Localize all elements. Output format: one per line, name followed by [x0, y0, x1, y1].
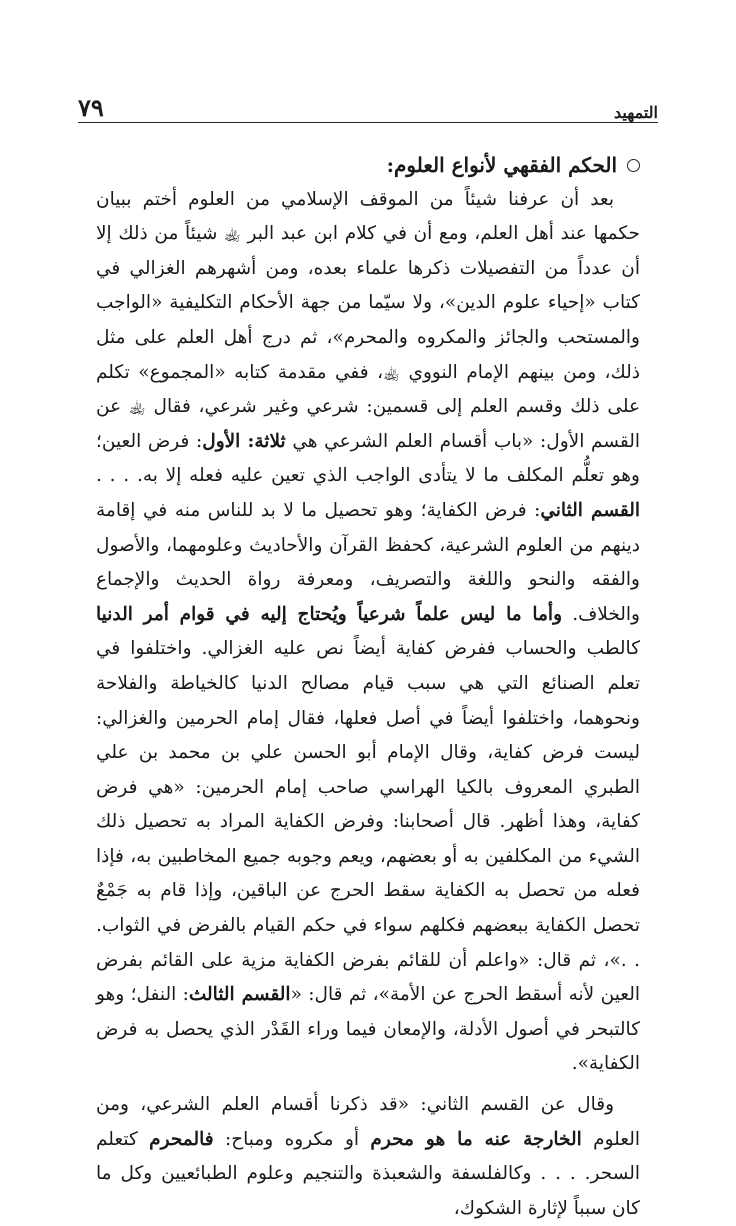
running-head — [78, 92, 658, 122]
text-run: أو مكروه ومباح: — [213, 1128, 371, 1150]
bold-run: القسم الثالث — [188, 984, 291, 1006]
text-run: : فرض العين؛ وهو تعلُّم المكلف ما لا يتأدى الواجب الذي تعين عليه فعله إلا به. . . . — [96, 430, 640, 487]
running-title: التمهيد — [614, 103, 658, 122]
body-text — [96, 148, 640, 1226]
bold-run: ثلاثة: الأول — [202, 430, 286, 452]
circle-bullet-icon — [627, 159, 640, 172]
bold-run: الخارجة عنه ما هو محرم — [370, 1128, 582, 1150]
text-run: وقال عن القسم الثاني: «قد ذكرنا أقسام العلم الشرعي، ومن العلوم — [96, 1094, 641, 1150]
text-run: بعد أن عرفنا شيئاً من الموقف الإسلامي من العلوم أختم ببيان حكمها عند أهل العلم، ومع أن في كلام ابن عبد البر ﵀ شيئاً من ذلك إلا أن عدداً من التفصيلات ذكرها علماء بعده، ومن أشهرهم الغزالي في كتاب «إحياء علوم الدين»، ولا سيّما من جهة الأحكام التكليفية «الواجب والمستحب والجائز والمكروه والمحرم»، ثم درج أهل العلم على مثل ذلك، ومن بينهم الإمام النووي ﵀، ففي مقدمة كتابه «المجموع» تكلم على ذلك وقسم العلم إلى قسمين: شرعي وغير شرعي، فقال ﵀ عن القسم الأول: «باب أقسام العلم الشرعي هي — [96, 188, 640, 452]
text-run: : فرض الكفاية؛ وهو تحصيل ما لا بد للناس منه في إقامة دينهم من العلوم الشرعية، كحفظ القرآن والأحاديث وعلومهما، والأصول والفقه والنحو واللغة والتصريف، ومعرفة رواة الحديث والإجماع والخلاف. — [96, 499, 640, 625]
bold-run: وأما ما ليس علماً شرعياً ويُحتاج إليه في قوام أمر الدنيا — [96, 603, 563, 625]
bold-run: فالمحرم — [149, 1128, 214, 1150]
paragraph-1 — [96, 183, 640, 1082]
page-number: ٧٩ — [78, 93, 104, 122]
header-rule — [78, 122, 658, 123]
bold-run: القسم الثاني — [540, 499, 640, 521]
text-run: : النفل؛ وهو كالتبحر في أصول الأدلة، والإمعان فيما وراء القَدْر الذي يحصل به فرض الكفاية». — [96, 984, 640, 1075]
section-heading-text: الحكم الفقهي لأنواع العلوم: — [386, 153, 617, 177]
section-heading — [96, 148, 640, 183]
text-run: كالطب والحساب ففرض كفاية أيضاً نص عليه الغزالي. واختلفوا في تعلم الصنائع التي هي سبب قيام مصالح الدنيا كالخياطة والفلاحة ونحوهما، واختلفوا أيضاً في أصل فعلها، فقال إمام الحرمين والغزالي: ليست فرض كفاية، وقال الإمام أبو الحسن علي بن محمد بن علي الطبري المعروف بالكيا الهراسي صاحب إمام الحرمين: «هي فرض كفاية، وهذا أظهر. قال أصحابنا: وفرض الكفاية المراد به تحصيل ذلك الشيء من المكلفين به أو بعضهم، ويعم وجوبه جميع المخاطبين به، فإذا فعله من تحصل به الكفاية سقط الحرج عن الباقين، وإذا قام به جَمْعٌ تحصل الكفاية ببعضهم فكلهم سواء في حكم القيام بالفرض في الثواب. . .»، ثم قال: «واعلم أن للقائم بفرض الكفاية مزية على القائم بفرض العين لأنه أسقط الحرج عن الأمة»، ثم قال: « — [96, 638, 640, 1006]
text-run: كتعلم السحر. . . . وكالفلسفة والشعبذة والتنجيم وعلوم الطبائعيين وكل ما كان سبباً لإثارة الشكوك، — [96, 1128, 640, 1219]
